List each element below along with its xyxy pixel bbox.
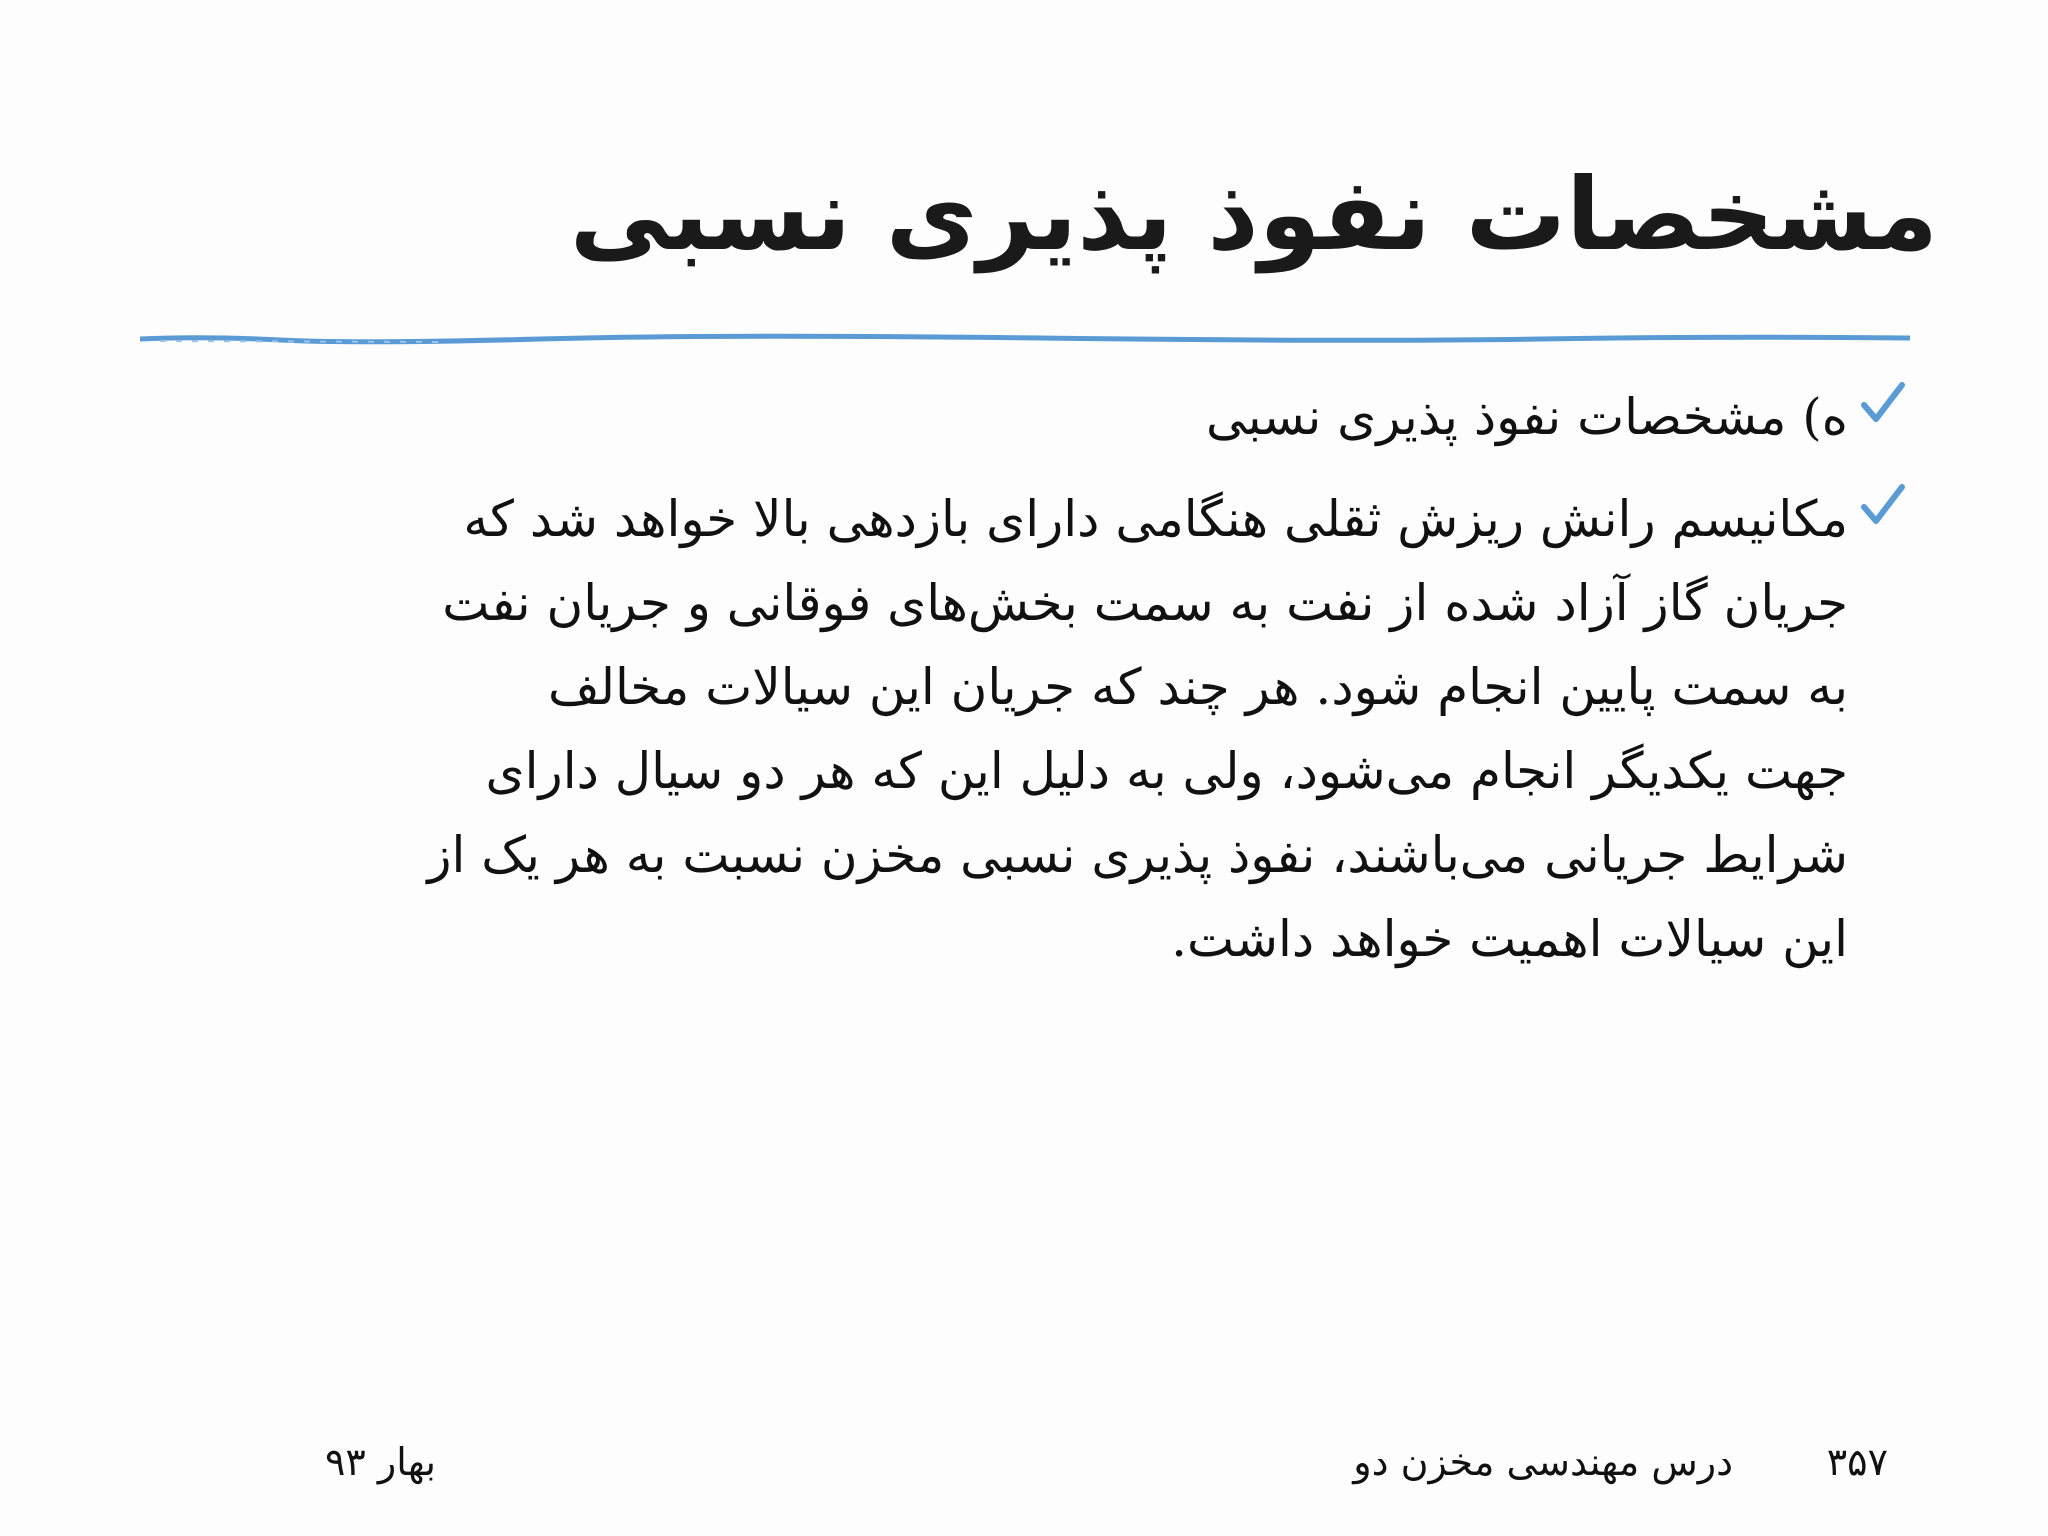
bullet-text-line: این سیالات اهمیت خواهد داشت. (1171, 910, 1848, 968)
page-number: ۳۵۷ (1826, 1440, 1888, 1484)
bullet-text-line: به سمت پایین انجام شود. هر چند که جریان این سیالات مخالف (548, 658, 1848, 716)
checkmark-icon (1856, 479, 1908, 531)
bullet-text-line: ه) مشخصات نفوذ پذیری نسبی (1206, 388, 1848, 446)
bullet-text-line: جهت یکدیگر انجام می‌شود، ولی به دلیل این که هر دو سیال دارای (485, 742, 1848, 800)
slide-title: مشخصات نفوذ پذیری نسبی (569, 156, 1938, 273)
footer-term: بهار ۹۳ (325, 1440, 436, 1484)
slide-content (158, 375, 1848, 981)
footer-course-name: درس مهندسی مخزن دو (1353, 1440, 1733, 1484)
bullet-text-line: شرایط جریانی می‌باشند، نفوذ پذیری نسبی مخزن نسبت به هر یک از (427, 826, 1848, 884)
bullet-text-line: جریان گاز آزاد شده از نفت به سمت بخش‌های فوقانی و جریان نفت (442, 574, 1848, 632)
bullet-item (158, 375, 1848, 459)
bullet-text-line: مکانیسم رانش ریزش ثقلی هنگامی دارای بازدهی بالا خواهد شد که (463, 490, 1848, 548)
checkmark-icon (1856, 377, 1908, 429)
bullet-item (158, 477, 1848, 981)
title-divider (140, 332, 1910, 346)
